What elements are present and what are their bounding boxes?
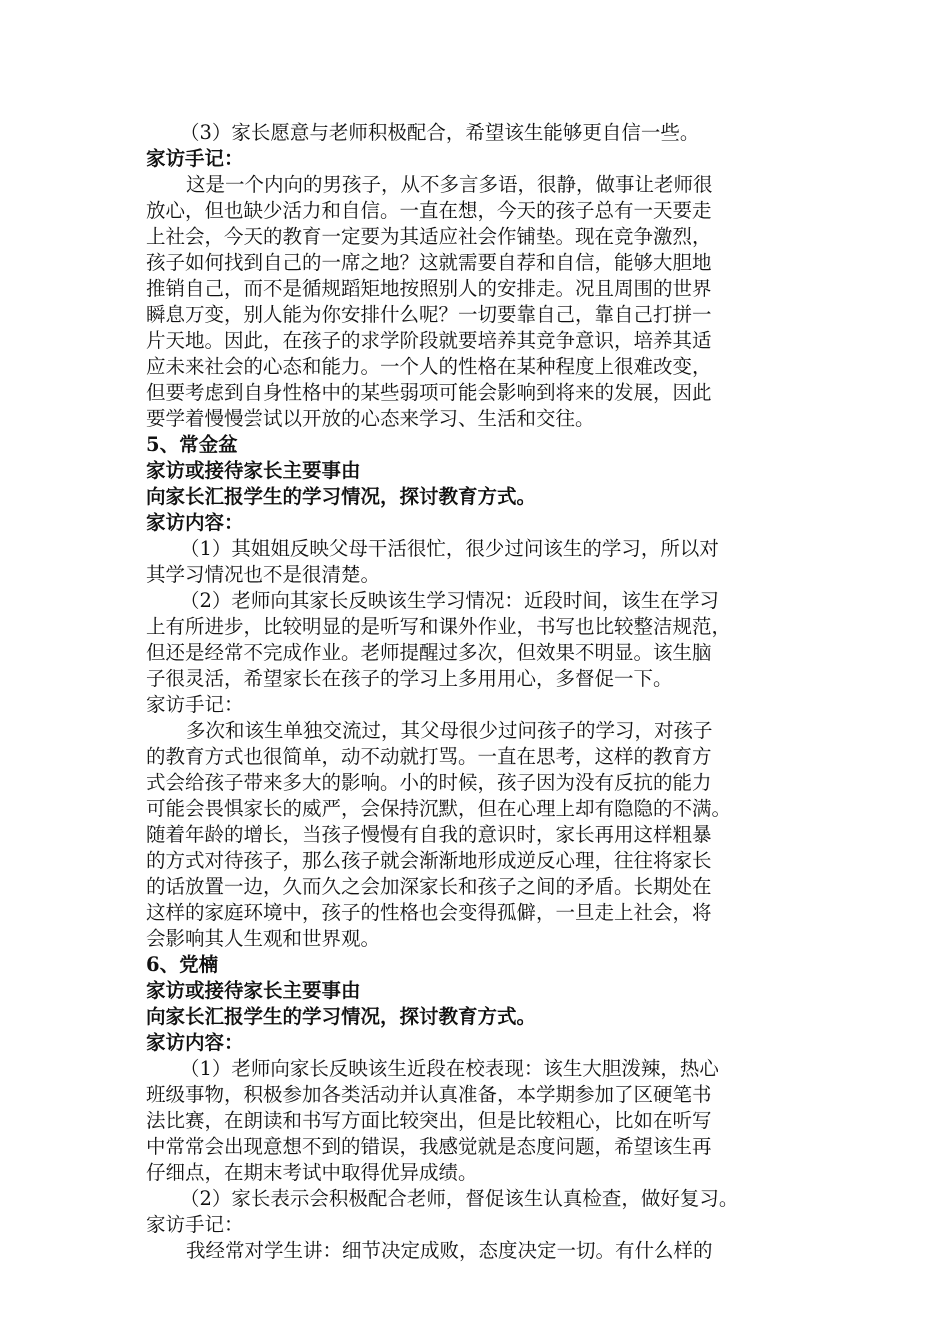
text-line: 其学习情况也不是很清楚。 (146, 563, 381, 586)
text-line: 班级事物，积极参加各类活动并认真准备，本学期参加了区硬笔书 (146, 1083, 712, 1106)
text-line: 放心，但也缺少活力和自信。一直在想，今天的孩子总有一天要走 (146, 199, 712, 222)
text-line: 的教育方式也很简单，动不动就打骂。一直在思考，这样的教育方 (146, 745, 712, 768)
text-line: 这样的家庭环境中，孩子的性格也会变得孤僻，一旦走上社会，将 (146, 901, 712, 924)
text-line: 我经常对学生讲：细节决定成败，态度决定一切。有什么样的 (186, 1239, 713, 1262)
heading-line: 家访或接待家长主要事由 (146, 979, 361, 1002)
text-line: 片天地。因此，在孩子的求学阶段就要培养其竞争意识，培养其适 (146, 329, 712, 352)
text-line: （3）家长愿意与老师积极配合，希望该生能够更自信一些。 (180, 121, 700, 144)
heading-line: 家访内容： (146, 1031, 244, 1054)
text-line: 的方式对待孩子，那么孩子就会渐渐地形成逆反心理，往往将家长 (146, 849, 712, 872)
text-line: 多次和该生单独交流过，其父母很少过问孩子的学习，对孩子 (186, 719, 713, 742)
text-line: 要学着慢慢尝试以开放的心态来学习、生活和交往。 (146, 407, 595, 430)
text-line: 家访手记： (146, 693, 244, 716)
text-line: （2）老师向其家长反映该生学习情况：近段时间，该生在学习 (180, 589, 719, 612)
text-line: 孩子如何找到自己的一席之地？这就需要自荐和自信，能够大胆地 (146, 251, 712, 274)
text-line: 式会给孩子带来多大的影响。小的时候，孩子因为没有反抗的能力 (146, 771, 712, 794)
text-line: 但要考虑到自身性格中的某些弱项可能会影响到将来的发展，因此 (146, 381, 712, 404)
heading-line: 家访内容： (146, 511, 244, 534)
text-line: 的话放置一边，久而久之会加深家长和孩子之间的矛盾。长期处在 (146, 875, 712, 898)
heading-line: 6、党楠 (146, 953, 219, 976)
text-line: 子很灵活，希望家长在孩子的学习上多用用心，多督促一下。 (146, 667, 673, 690)
text-line: 但还是经常不完成作业。老师提醒过多次，但效果不明显。该生脑 (146, 641, 712, 664)
text-line: 会影响其人生观和世界观。 (146, 927, 381, 950)
heading-line: 向家长汇报学生的学习情况，探讨教育方式。 (146, 485, 537, 508)
text-line: 上有所进步，比较明显的是听写和课外作业，书写也比较整洁规范， (146, 615, 732, 638)
text-line: （1）其姐姐反映父母干活很忙，很少过问该生的学习，所以对 (180, 537, 719, 560)
heading-line: 向家长汇报学生的学习情况，探讨教育方式。 (146, 1005, 537, 1028)
text-line: 家访手记： (146, 1213, 244, 1236)
text-line: 这是一个内向的男孩子，从不多言多语，很静，做事让老师很 (186, 173, 713, 196)
heading-line: 家访手记： (146, 147, 244, 170)
heading-line: 家访或接待家长主要事由 (146, 459, 361, 482)
text-line: （1）老师向家长反映该生近段在校表现：该生大胆泼辣，热心 (180, 1057, 719, 1080)
text-line: 可能会畏惧家长的威严，会保持沉默，但在心理上却有隐隐的不满。 (146, 797, 732, 820)
text-line: （2）家长表示会积极配合老师，督促该生认真检查，做好复习。 (180, 1187, 739, 1210)
text-line: 法比赛，在朗读和书写方面比较突出，但是比较粗心，比如在听写 (146, 1109, 712, 1132)
text-line: 随着年龄的增长，当孩子慢慢有自我的意识时，家长再用这样粗暴 (146, 823, 712, 846)
text-line: 仔细点，在期末考试中取得优异成绩。 (146, 1161, 478, 1184)
text-line: 瞬息万变，别人能为你安排什么呢？一切要靠自己，靠自己打拼一 (146, 303, 712, 326)
text-line: 中常常会出现意想不到的错误，我感觉就是态度问题，希望该生再 (146, 1135, 712, 1158)
text-line: 上社会，今天的教育一定要为其适应社会作铺垫。现在竞争激烈， (146, 225, 712, 248)
text-line: 应未来社会的心态和能力。一个人的性格在某种程度上很难改变， (146, 355, 712, 378)
text-line: 推销自己，而不是循规蹈矩地按照别人的安排走。况且周围的世界 (146, 277, 712, 300)
heading-line: 5、常金盆 (146, 433, 238, 456)
document-page (146, 120, 814, 1264)
